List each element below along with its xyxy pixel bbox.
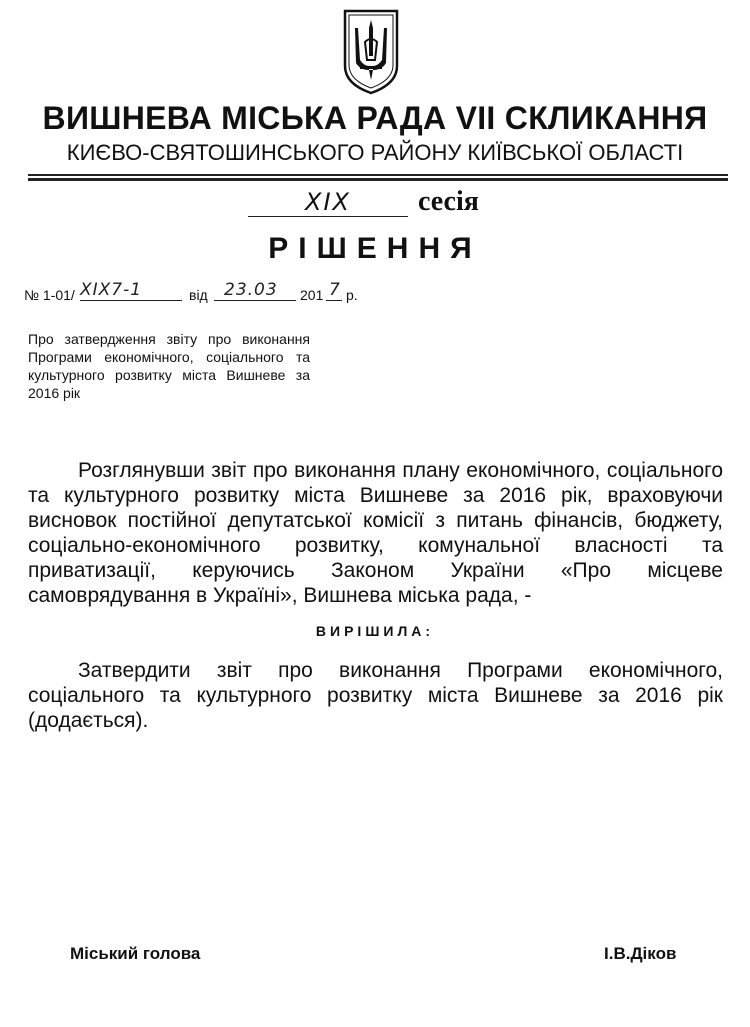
session-underline <box>248 216 408 217</box>
preamble-block <box>28 458 723 608</box>
date-value: 23.03 <box>224 280 278 300</box>
session-label: сесія <box>418 186 479 217</box>
year-suffix: р. <box>346 287 358 303</box>
trident-icon <box>342 8 400 96</box>
year-underline <box>326 300 342 301</box>
number-prefix: № 1-01/ <box>24 287 75 303</box>
decision-subject: Про затвердження звіту про виконання Програми економічного, соціального та культурного розвитку міста Вишневе за 2016 рік <box>28 331 310 401</box>
year-prefix: 201 <box>300 287 324 303</box>
resolution-item: Затвердити звіт про виконання Програми економічного, соціального та культурного розвитку міста Вишневе за 2016 рік (додається). <box>28 659 723 732</box>
district-name: КИЄВО-СВЯТОШИНСЬКОГО РАЙОНУ КИЇВСЬКОЇ ОБЛАСТІ <box>66 140 684 165</box>
year-digit: 7 <box>329 280 341 300</box>
resolution-block <box>28 658 723 733</box>
signatory-title: Міський голова <box>70 944 201 963</box>
header-rule-thin <box>28 174 728 176</box>
document-type: РІШЕННЯ <box>268 232 482 265</box>
number-value: XIX7-1 <box>80 280 143 300</box>
session-number: XIX <box>305 188 351 216</box>
header-rule-thick <box>28 178 728 181</box>
council-name: ВИШНЕВА МІСЬКА РАДА VII СКЛИКАННЯ <box>42 100 708 136</box>
number-underline <box>80 300 182 301</box>
preamble-paragraph: Розглянувши звіт про виконання плану економічного, соціального та культурного розвитку міста Вишневе за 2016 рік, враховуючи висновок постійної депутатської комісії з питань фінансів, бюджету, соціально-економічного розвитку, комунальної власності та приватизації, керуючись Законом України «Про місцеве самоврядування в Україні», Вишнева міська рада, - <box>28 459 723 607</box>
date-underline <box>214 300 296 301</box>
date-prefix: від <box>189 287 208 303</box>
signatory-name: І.В.Діков <box>604 944 677 963</box>
resolved-heading: ВИРІШИЛА: <box>315 623 435 639</box>
